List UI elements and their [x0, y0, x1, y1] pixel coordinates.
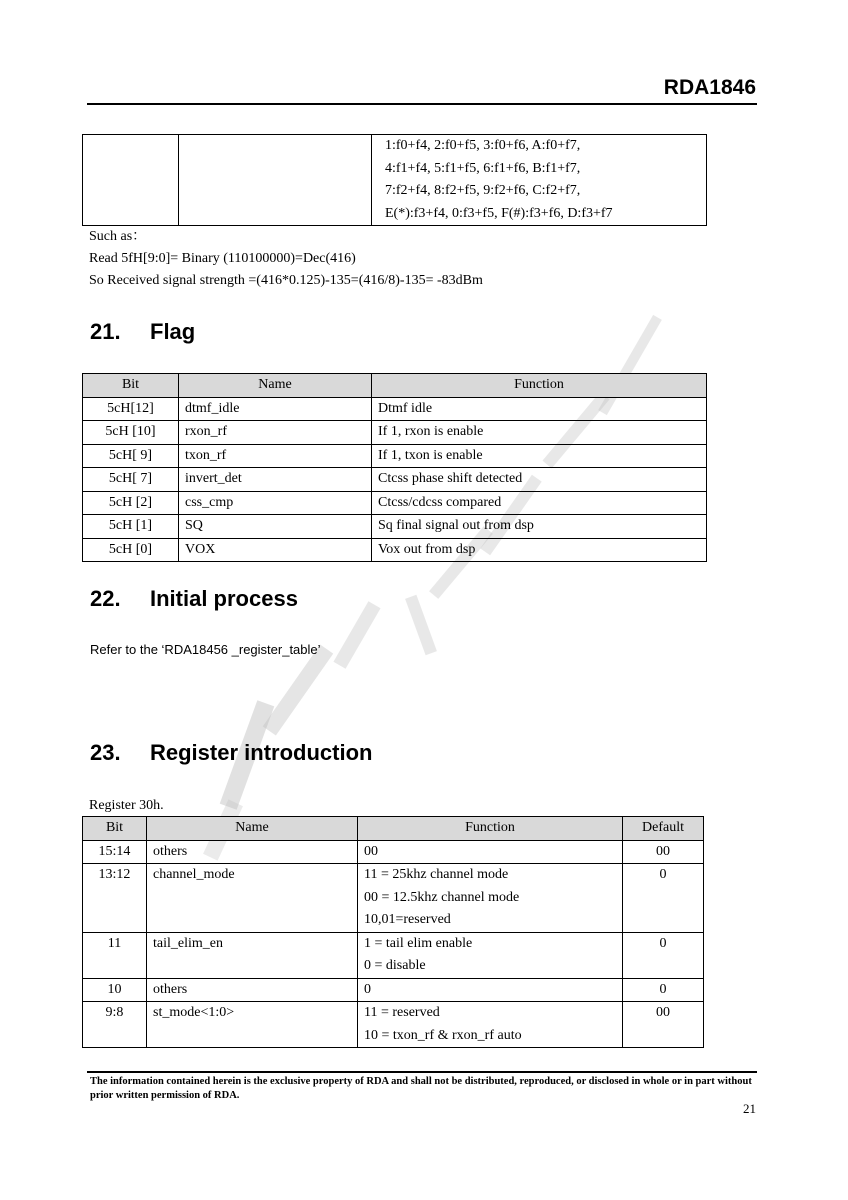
section-title: Register introduction [150, 740, 373, 765]
tone-map-cell [372, 135, 707, 226]
function-cell [358, 864, 623, 933]
default-cell: 0 [623, 978, 704, 1002]
example-line: Read 5fH[9:0]= Binary (110100000)=Dec(416) [89, 251, 356, 266]
name-cell: channel_mode [147, 864, 358, 933]
table-row [83, 932, 704, 978]
initial-process-text: Refer to the ‘RDA18456 _register_table’ [90, 642, 321, 657]
bit-cell: 5cH[ 9] [83, 444, 179, 468]
name-cell: rxon_rf [179, 421, 372, 445]
function-line: 11 = reserved [364, 1005, 440, 1020]
name-cell: css_cmp [179, 491, 372, 515]
function-cell: Dtmf idle [372, 397, 707, 421]
name-cell: invert_det [179, 468, 372, 492]
register-caption: Register 30h. [89, 798, 164, 813]
table-row [83, 444, 707, 468]
column-header-name: Name [147, 817, 358, 841]
bit-cell: 9:8 [83, 1002, 147, 1048]
example-line: Such as： [89, 229, 147, 244]
name-cell: SQ [179, 515, 372, 539]
name-cell: dtmf_idle [179, 397, 372, 421]
table-row [83, 491, 707, 515]
section-title: Flag [150, 319, 196, 344]
function-cell [358, 1002, 623, 1048]
name-cell: txon_rf [179, 444, 372, 468]
document-title: RDA1846 [663, 76, 756, 99]
name-cell: VOX [179, 538, 372, 562]
bit-cell: 5cH[ 7] [83, 468, 179, 492]
column-header-bit: Bit [83, 374, 179, 398]
bit-cell: 11 [83, 932, 147, 978]
section-title: Initial process [150, 586, 298, 611]
name-cell: others [147, 840, 358, 864]
function-cell [358, 978, 623, 1002]
tone-map-line: 7:f2+f4, 8:f2+f5, 9:f2+f6, C:f2+f7, [385, 183, 581, 198]
example-line: So Received signal strength =(416*0.125)-135=(416/8)-135= -83dBm [89, 273, 483, 288]
column-header-name: Name [179, 374, 372, 398]
function-cell [358, 932, 623, 978]
column-header-default: Default [623, 817, 704, 841]
function-line: 1 = tail elim enable [364, 935, 473, 951]
function-cell: If 1, rxon is enable [372, 421, 707, 445]
table-row [83, 864, 704, 933]
section-heading-flag [90, 319, 195, 345]
function-line: 00 = 12.5khz channel mode [364, 889, 520, 905]
column-header-function: Function [358, 817, 623, 841]
column-header-bit: Bit [83, 817, 147, 841]
table-row [83, 840, 704, 864]
bit-cell: 15:14 [83, 840, 147, 864]
column-header-function: Function [372, 374, 707, 398]
header-rule [87, 103, 757, 105]
section-heading-register-introduction [90, 740, 372, 766]
tone-map-line: E(*):f3+f4, 0:f3+f5, F(#):f3+f6, D:f3+f7 [385, 205, 613, 221]
flag-table [82, 373, 707, 562]
confidentiality-notice: The information contained herein is the exclusive property of RDA and shall not be distributed, reproduced, or disclosed in whole or in part without prior written permission of RDA. [90, 1076, 752, 1101]
empty-cell [83, 135, 179, 226]
example-block [89, 226, 483, 292]
function-line: 11 = 25khz channel mode [364, 867, 509, 882]
register-30h-table [82, 816, 704, 1048]
table-header-row [83, 817, 704, 841]
footer-rule [87, 1071, 757, 1073]
name-cell: st_mode<1:0> [147, 1002, 358, 1048]
default-cell: 0 [623, 932, 704, 978]
section-number: 23. [90, 740, 121, 765]
name-cell: tail_elim_en [147, 932, 358, 978]
function-cell: If 1, txon is enable [372, 444, 707, 468]
function-cell [358, 840, 623, 864]
bit-cell: 5cH[12] [83, 397, 179, 421]
section-heading-initial-process [90, 586, 298, 612]
tone-map-line: 4:f1+f4, 5:f1+f5, 6:f1+f6, B:f1+f7, [385, 160, 581, 176]
bit-cell: 5cH [10] [83, 421, 179, 445]
table-header-row [83, 374, 707, 398]
section-number: 22. [90, 586, 121, 611]
bit-cell: 13:12 [83, 864, 147, 933]
bit-cell: 5cH [2] [83, 491, 179, 515]
table-row [83, 538, 707, 562]
name-cell: others [147, 978, 358, 1002]
empty-cell [179, 135, 372, 226]
function-line: 0 [364, 981, 371, 997]
default-cell: 0 [623, 864, 704, 933]
function-cell: Vox out from dsp [372, 538, 707, 562]
function-line: 10 = txon_rf & rxon_rf auto [364, 1027, 522, 1043]
table-row [83, 515, 707, 539]
table-row [83, 135, 707, 226]
function-cell: Ctcss phase shift detected [372, 468, 707, 492]
table-row [83, 468, 707, 492]
table-row [83, 978, 704, 1002]
bit-cell: 5cH [0] [83, 538, 179, 562]
function-line: 00 [364, 843, 378, 859]
table-row [83, 421, 707, 445]
bit-cell: 5cH [1] [83, 515, 179, 539]
default-cell: 00 [623, 1002, 704, 1048]
function-line: 10,01=reserved [364, 912, 451, 927]
default-cell: 00 [623, 840, 704, 864]
table-row [83, 1002, 704, 1048]
section-number: 21. [90, 319, 121, 344]
function-line: 0 = disable [364, 958, 426, 973]
table-row [83, 397, 707, 421]
page-number: 21 [743, 1101, 756, 1116]
tone-map-line: 1:f0+f4, 2:f0+f5, 3:f0+f6, A:f0+f7, [385, 138, 581, 153]
bit-cell: 10 [83, 978, 147, 1002]
function-cell: Sq final signal out from dsp [372, 515, 707, 539]
dtmf-tone-table [82, 134, 707, 226]
function-cell: Ctcss/cdcss compared [372, 491, 707, 515]
